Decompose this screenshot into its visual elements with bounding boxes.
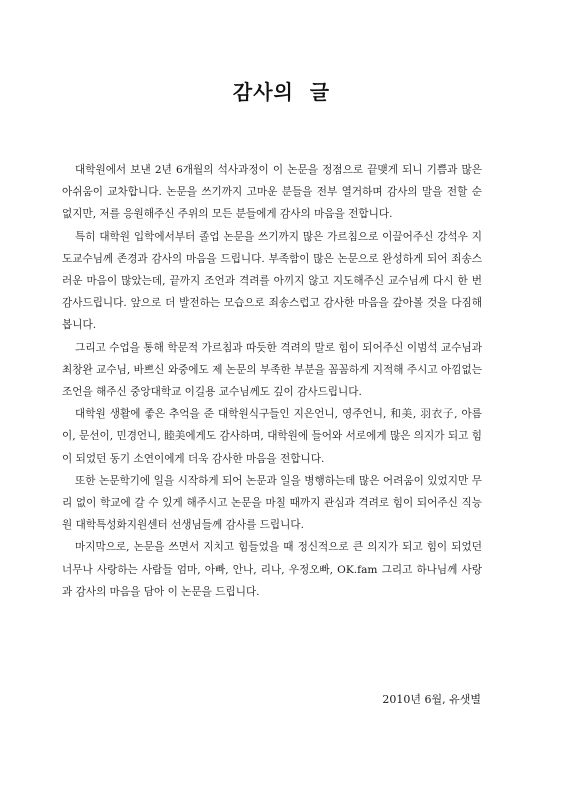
paragraph-4: 대학원 생활에 좋은 추억을 준 대학원식구들인 지은언니, 영주언니, 和美, 羽衣子, 아름이, 문선이, 민경언니, 睦美에게도 감사하며, 대학원에 들어와 서로에게 많은 의지가 되고 힘이 되었던 동기 소연이에게 더욱 감사한 마음을 전합니다. xyxy=(62,408,482,465)
paragraph-6: 마지막으로, 논문을 쓰면서 지치고 힘들었을 때 정신적으로 큰 의지가 되고 힘이 되었던 너무나 사랑하는 사람들 엄마, 아빠, 안나, 리나, 우정오빠, OK.fam 그리고 하나님께 사랑과 감사의 마음을 담아 이 논문을 드립니다. xyxy=(62,541,482,598)
page-title: 감사의 글 xyxy=(232,80,331,104)
paragraph-3: 그리고 수업을 통해 학문적 가르침과 따듯한 격려의 말로 힘이 되어주신 이범석 교수님과 최창완 교수님, 바쁘신 와중에도 제 논문의 부족한 부분을 꼼꼼하게 지적해 주시고 아낌없는 조언을 해주신 중앙대학교 이길용 교수님께도 깊이 감사드립니다. xyxy=(62,341,482,399)
paragraph-2: 특히 대학원 입학에서부터 졸업 논문을 쓰기까지 많은 가르침으로 이끌어주신 강석우 지도교수님께 존경과 감사의 마음을 드립니다. 부족함이 많은 논문으로 완성하게 되어 죄송스러운 마음이 많았는데, 끝까지 조언과 격려를 아끼지 않고 지도해주신 교수님께 다시 한 번 감사드립니다. 앞으로 더 발전하는 모습으로 죄송스럽고 감사한 마음을 갚아볼 것을 다짐해 봅니다. xyxy=(62,230,482,332)
document-body xyxy=(62,159,482,603)
signature-line: 2010년 6월, 유샛별 xyxy=(382,693,481,706)
paragraph-1: 대학원에서 보낸 2년 6개월의 석사과정이 이 논문을 정점으로 끝맺게 되니 기쁨과 많은 아쉬움이 교차합니다. 논문을 쓰기까지 고마운 분들을 전부 열거하며 감사의 말을 전할 순 없지만, 저를 응원해주신 주위의 모든 분들에게 감사의 마음을 전합니다. xyxy=(62,164,482,221)
paragraph-5: 또한 논문학기에 일을 시작하게 되어 논문과 일을 병행하는데 많은 어려움이 있었지만 무리 없이 학교에 갈 수 있게 해주시고 논문을 마칠 때까지 관심과 격려로 힘이 되어주신 직능원 대학특성화지원센터 선생님들께 감사를 드립니다. xyxy=(62,474,482,532)
